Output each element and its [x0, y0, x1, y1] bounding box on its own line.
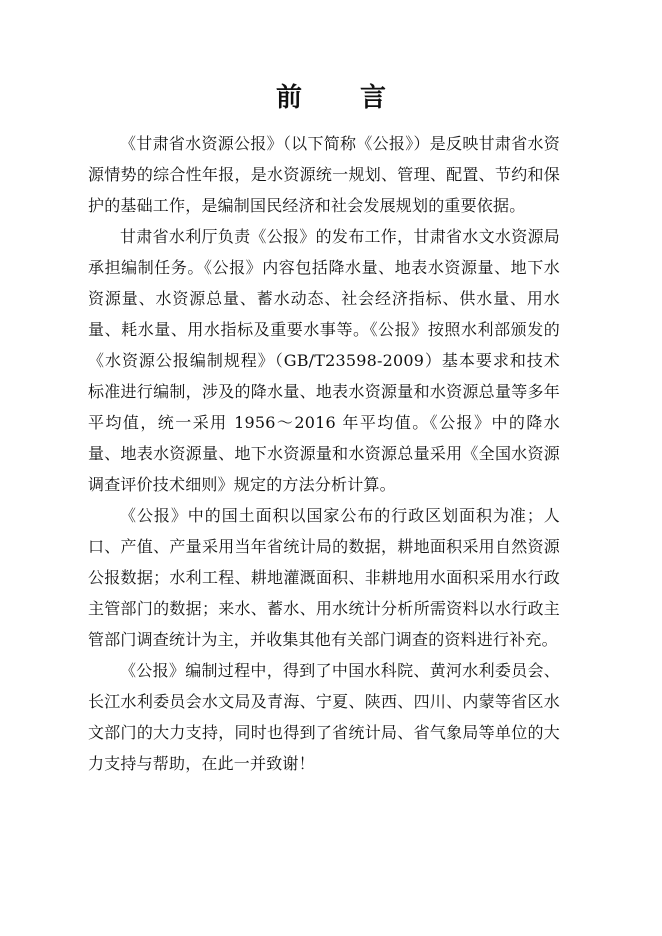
paragraph-compilation: 甘肃省水利厅负责《公报》的发布工作，甘肃省水文水资源局承担编制任务。《公报》内容包括降水量、地表水资源量、地下水资源量、水资源总量、蓄水动态、社会经济指标、供水量、用水量、耗水量、用水指标及重要水事等。《公报》按照水利部颁发的《水资源公报编制规程》（GB/T23598-2009）基本要求和技术标准进行编制，涉及的降水量、地表水资源量和水资源总量等多年平均值，统一采用 1956～2016 年平均值。《公报》中的降水量、地表水资源量、地下水资源量和水资源总量采用《全国水资源调查评价技术细则》规定的方法分析计算。	[88, 227, 560, 494]
paragraph-intro: 《甘肃省水资源公报》（以下简称《公报》）是反映甘肃省水资源情势的综合性年报，是水资源统一规划、管理、配置、节约和保护的基础工作，是编制国民经济和社会发展规划的重要依据。	[88, 134, 560, 215]
page-title: 前言	[275, 83, 444, 113]
paragraph-data-sources: 《公报》中的国土面积以国家公布的行政区划面积为准；人口、产值、产量采用当年省统计局的数据，耕地面积采用自然资源公报数据；水利工程、耕地灌溉面积、非耕地用水面积采用水行政主管部门的数据；来水、蓄水、用水统计分析所需资料以水行政主管部门调查统计为主，并收集其他有关部门调查的资料进行补充。	[88, 506, 560, 649]
preface-body	[88, 128, 560, 779]
paragraph-acknowledgements: 《公报》编制过程中，得到了中国水科院、黄河水利委员会、长江水利委员会水文局及青海、宁夏、陕西、四川、内蒙等省区水文部门的大力支持，同时也得到了省统计局、省气象局等单位的大力支持与帮助，在此一并致谢！	[88, 661, 560, 773]
